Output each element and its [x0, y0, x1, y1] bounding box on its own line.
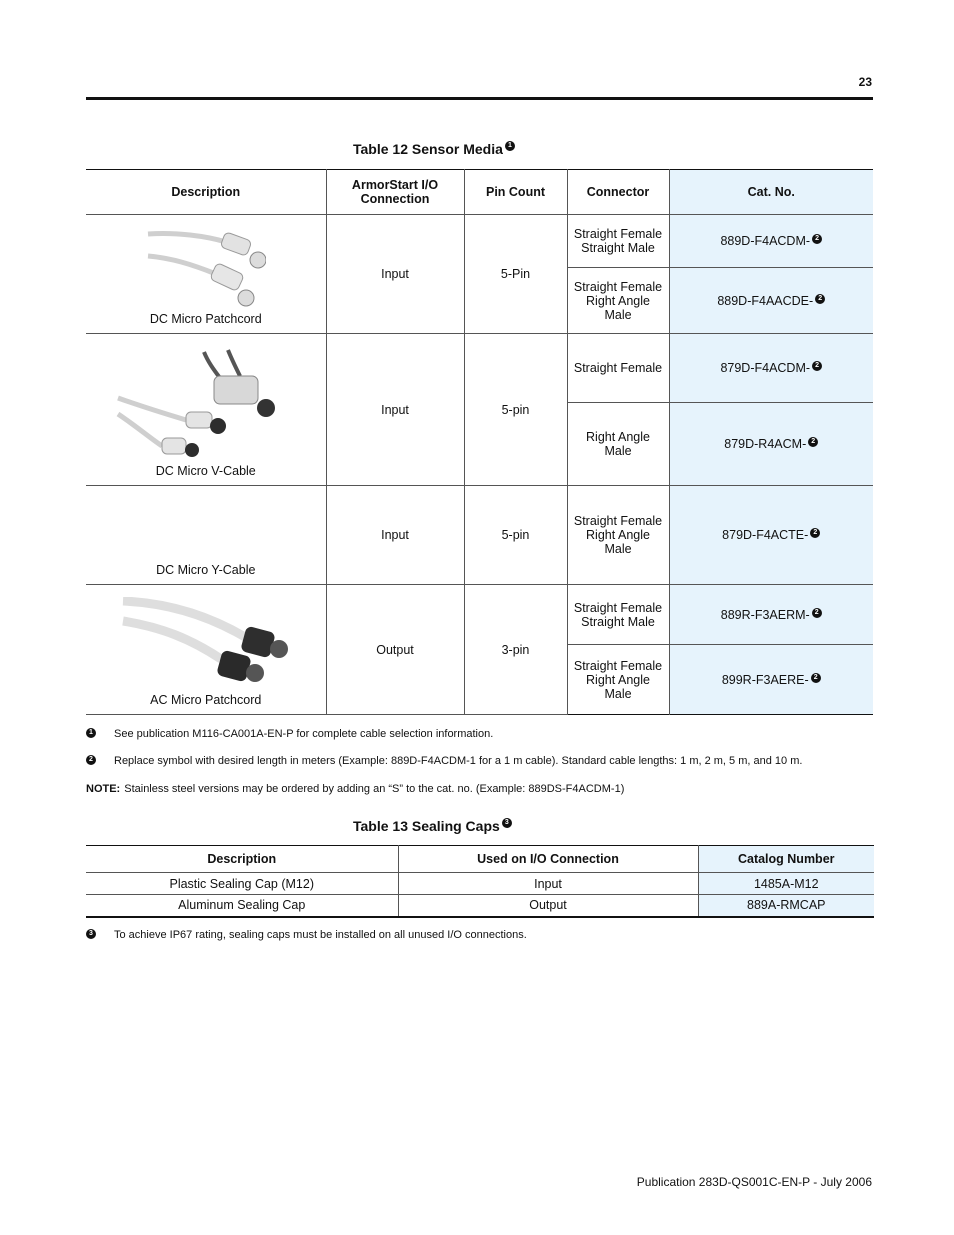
- footnote-bullet: 2: [86, 755, 96, 765]
- cap-description: Plastic Sealing Cap (M12): [86, 873, 398, 895]
- connector-cell: Straight Female Right Angle Male: [567, 268, 669, 334]
- cap-io: Input: [398, 873, 698, 895]
- footnote-text: See publication M116-CA001A-EN-P for complete cable selection information.: [114, 728, 494, 740]
- description-label: DC Micro Patchcord: [149, 312, 262, 326]
- io-cell: Input: [326, 215, 464, 334]
- table-row: [86, 486, 873, 585]
- description-cell: [86, 486, 326, 585]
- connector-cell: Straight Female Right Angle Male: [567, 486, 669, 585]
- table13-header-catalog: Catalog Number: [698, 846, 874, 873]
- description-cell: [86, 585, 326, 715]
- table-row: [86, 873, 874, 895]
- cap-io: Output: [398, 895, 698, 917]
- ac-patchcord-image: [121, 597, 291, 689]
- table13-caption: [353, 818, 512, 834]
- catno-cell: 879D-R4ACM- 2: [669, 403, 873, 486]
- catno-cell: 889D-F4ACDM- 2: [669, 215, 873, 268]
- pins-cell: 5-pin: [464, 486, 567, 585]
- io-cell: Input: [326, 486, 464, 585]
- footnote-marker: 2: [812, 608, 822, 618]
- table12-header-connector: Connector: [567, 170, 669, 215]
- cap-description: Aluminum Sealing Cap: [86, 895, 398, 917]
- description-label: AC Micro Patchcord: [150, 693, 262, 707]
- table12-header-description: Description: [86, 170, 326, 215]
- patchcord-image: [146, 224, 266, 308]
- table12-header-pins: Pin Count: [464, 170, 567, 215]
- footnote-marker: 2: [815, 294, 825, 304]
- table12-caption-marker: 1: [505, 141, 515, 151]
- sensor-media-table: [86, 169, 873, 715]
- table13-header-row: [86, 846, 874, 873]
- connector-cell: Straight Female Right Angle Male: [567, 645, 669, 715]
- header-rule: [86, 97, 873, 100]
- pins-cell: 5-pin: [464, 334, 567, 486]
- catno-cell: 889D-F4AACDE- 2: [669, 268, 873, 334]
- note-label: NOTE:: [86, 783, 121, 795]
- cap-catalog: 1485A-M12: [698, 873, 874, 895]
- table-row: [86, 334, 873, 403]
- catno-cell: 879D-F4ACTE- 2: [669, 486, 873, 585]
- footnote-text: To achieve IP67 rating, sealing caps must be installed on all unused I/O connections.: [114, 929, 527, 941]
- io-cell: Output: [326, 585, 464, 715]
- footnote-marker: 2: [812, 361, 822, 371]
- footnote-bullet: 3: [86, 929, 96, 939]
- cap-catalog: 889A-RMCAP: [698, 895, 874, 917]
- table12-caption: [353, 141, 515, 157]
- table12-header-row: [86, 170, 873, 215]
- table-row: [86, 895, 874, 917]
- connector-cell: Straight Female: [567, 334, 669, 403]
- table13-caption-marker: 3: [502, 818, 512, 828]
- footnote-text: Replace symbol with desired length in meters (Example: 889D-F4ACDM-1 for a 1 m cable). Standard cable lengths: 1 m, 2 m, 5 m, and 10 m.: [114, 755, 803, 767]
- footnote-bullet: 1: [86, 728, 96, 738]
- footnote-marker: 2: [812, 234, 822, 244]
- description-cell: [86, 215, 326, 334]
- connector-cell: Straight Female Straight Male: [567, 585, 669, 645]
- pins-cell: 3-pin: [464, 585, 567, 715]
- footnote-marker: 2: [808, 437, 818, 447]
- description-label: DC Micro Y-Cable: [156, 563, 256, 577]
- footnote-marker: 2: [810, 528, 820, 538]
- page-number: 23: [858, 75, 872, 89]
- v-cable-image: [116, 348, 296, 460]
- table13-header-io: Used on I/O Connection: [398, 846, 698, 873]
- publication-footer: Publication 283D-QS001C-EN-P - July 2006: [636, 1175, 872, 1189]
- table-row: [86, 585, 873, 645]
- table-row: [86, 215, 873, 268]
- table13-caption-text: Table 13 Sealing Caps: [353, 818, 500, 834]
- catno-cell: 879D-F4ACDM- 2: [669, 334, 873, 403]
- io-cell: Input: [326, 334, 464, 486]
- table12-header-io: ArmorStart I/O Connection: [326, 170, 464, 215]
- table13-header-description: Description: [86, 846, 398, 873]
- sealing-caps-table: [86, 845, 874, 918]
- description-cell: [86, 334, 326, 486]
- table12-caption-text: Table 12 Sensor Media: [353, 141, 503, 157]
- connector-cell: Straight Female Straight Male: [567, 215, 669, 268]
- note: [86, 783, 624, 795]
- pins-cell: 5-Pin: [464, 215, 567, 334]
- catno-cell: 889R-F3AERM- 2: [669, 585, 873, 645]
- description-label: DC Micro V-Cable: [155, 464, 256, 478]
- note-text: Stainless steel versions may be ordered by adding an “S” to the cat. no. (Example: 889DS-F4ACDM-1): [124, 783, 625, 795]
- table12-header-catno: Cat. No.: [669, 170, 873, 215]
- catno-cell: 899R-F3AERE- 2: [669, 645, 873, 715]
- footnote-marker: 2: [811, 673, 821, 683]
- connector-cell: Right Angle Male: [567, 403, 669, 486]
